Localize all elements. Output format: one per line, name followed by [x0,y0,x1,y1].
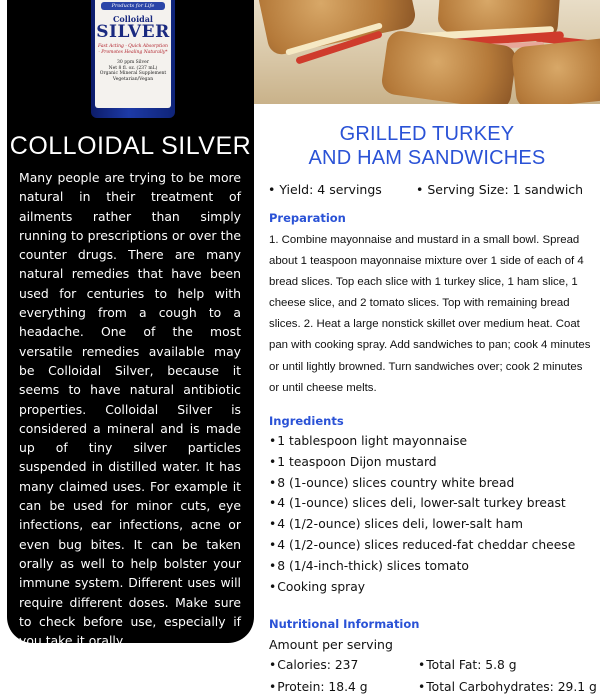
nutrition-total-fat: • Total Fat: 5.8 g [418,658,517,672]
colloidal-silver-title: COLLOIDAL SILVER [9,132,252,160]
recipe-title-line2: AND HAM SANDWICHES [308,147,546,169]
nutrition-subheading: Amount per serving [269,637,393,652]
bottle-brand-line1: Colloidal [113,14,153,24]
nutrition-calories: • Calories: 237 [269,658,358,672]
bottle-label [95,0,171,108]
colloidal-silver-bottle-image [91,0,175,118]
list-item: • 1 teaspoon Dijon mustard [269,452,599,473]
list-item: • 4 (1/2-ounce) slices reduced-fat cheddar cheese [269,535,599,556]
list-item: • Cooking spray [269,577,599,598]
colloidal-silver-panel [7,0,254,649]
preparation-text: 1. Combine mayonnaise and mustard in a small bowl. Spread about 1 teaspoon mayonnaise mixture over 1 side of each of 4 bread slices. Top each slice with 1 turkey slice, 1 ham slice, 1 cheese slice, and 2 tomato slices. Top with remaining bread slices. 2. Heat a large nonstick skillet over medium heat. Coat pan with cooking spray. Add sandwiches to pan; cook 4 minutes or until lightly browned. Turn sandwiches over; cook 2 minutes or until cheese melts. [269,234,591,394]
nutrition-protein: • Protein: 18.4 g [269,680,368,694]
bottle-net: Net 8 fl. oz. (237 mL) [108,65,158,71]
bottle-tagline: Fast Acting · Quick Absorption · Promotes Healing Naturally* [98,44,168,55]
bottle-desc2: Vegetarian/Vegan [112,76,154,82]
recipe-title-line1: GRILLED TURKEY [339,123,515,145]
bottle-desc1: Organic Mineral Supplement [99,71,167,76]
recipe-section [254,104,600,698]
colloidal-silver-body: Many people are trying to be more natural in their treatment of ailments rather than simply running to prescriptions or over the counter drugs. There are many natural remedies that have been used for centuries to help with everything from a cough to a headache. One of the most versatile remedies available may be Colloidal Silver, because it seems to have natural antibiotic properties. Colloidal Silver is considered a mineral and is made up of tiny silver particles suspended in distilled water. It has many claimed uses. For example it can be used for minor cuts, eye infections, ear infections, acne or even bug bites. It can be taken orally as well to help bolster your immune system. Different uses will require different doses. Make sure to check before use, especially if you take it orally. [19,170,241,649]
sandwich-photo [254,0,600,104]
ingredients-heading: Ingredients [269,414,344,428]
recipe-yield: • Yield: 4 servings [268,182,382,197]
list-item: • 4 (1-ounce) slices deli, lower-salt turkey breast [269,493,599,514]
list-item: • 1 tablespoon light mayonnaise [269,431,599,452]
recipe-serving-size: • Serving Size: 1 sandwich [416,182,584,197]
bottle-ppm: 30 ppm Silver [117,60,149,65]
nutrition-heading: Nutritional Information [269,617,420,631]
recipe-title [254,122,600,170]
ingredients-list [269,431,599,597]
list-item: • 8 (1-ounce) slices country white bread [269,473,599,494]
bottle-brand-line2: SILVER [96,22,170,42]
list-item: • 8 (1/4-inch-thick) slices tomato [269,556,599,577]
list-item: • 4 (1/2-ounce) slices deli, lower-salt ham [269,514,599,535]
bottle-tag: Products for Life [101,2,165,10]
nutrition-carbs: • Total Carbohydrates: 29.1 g [418,680,597,694]
preparation-heading: Preparation [269,211,346,225]
